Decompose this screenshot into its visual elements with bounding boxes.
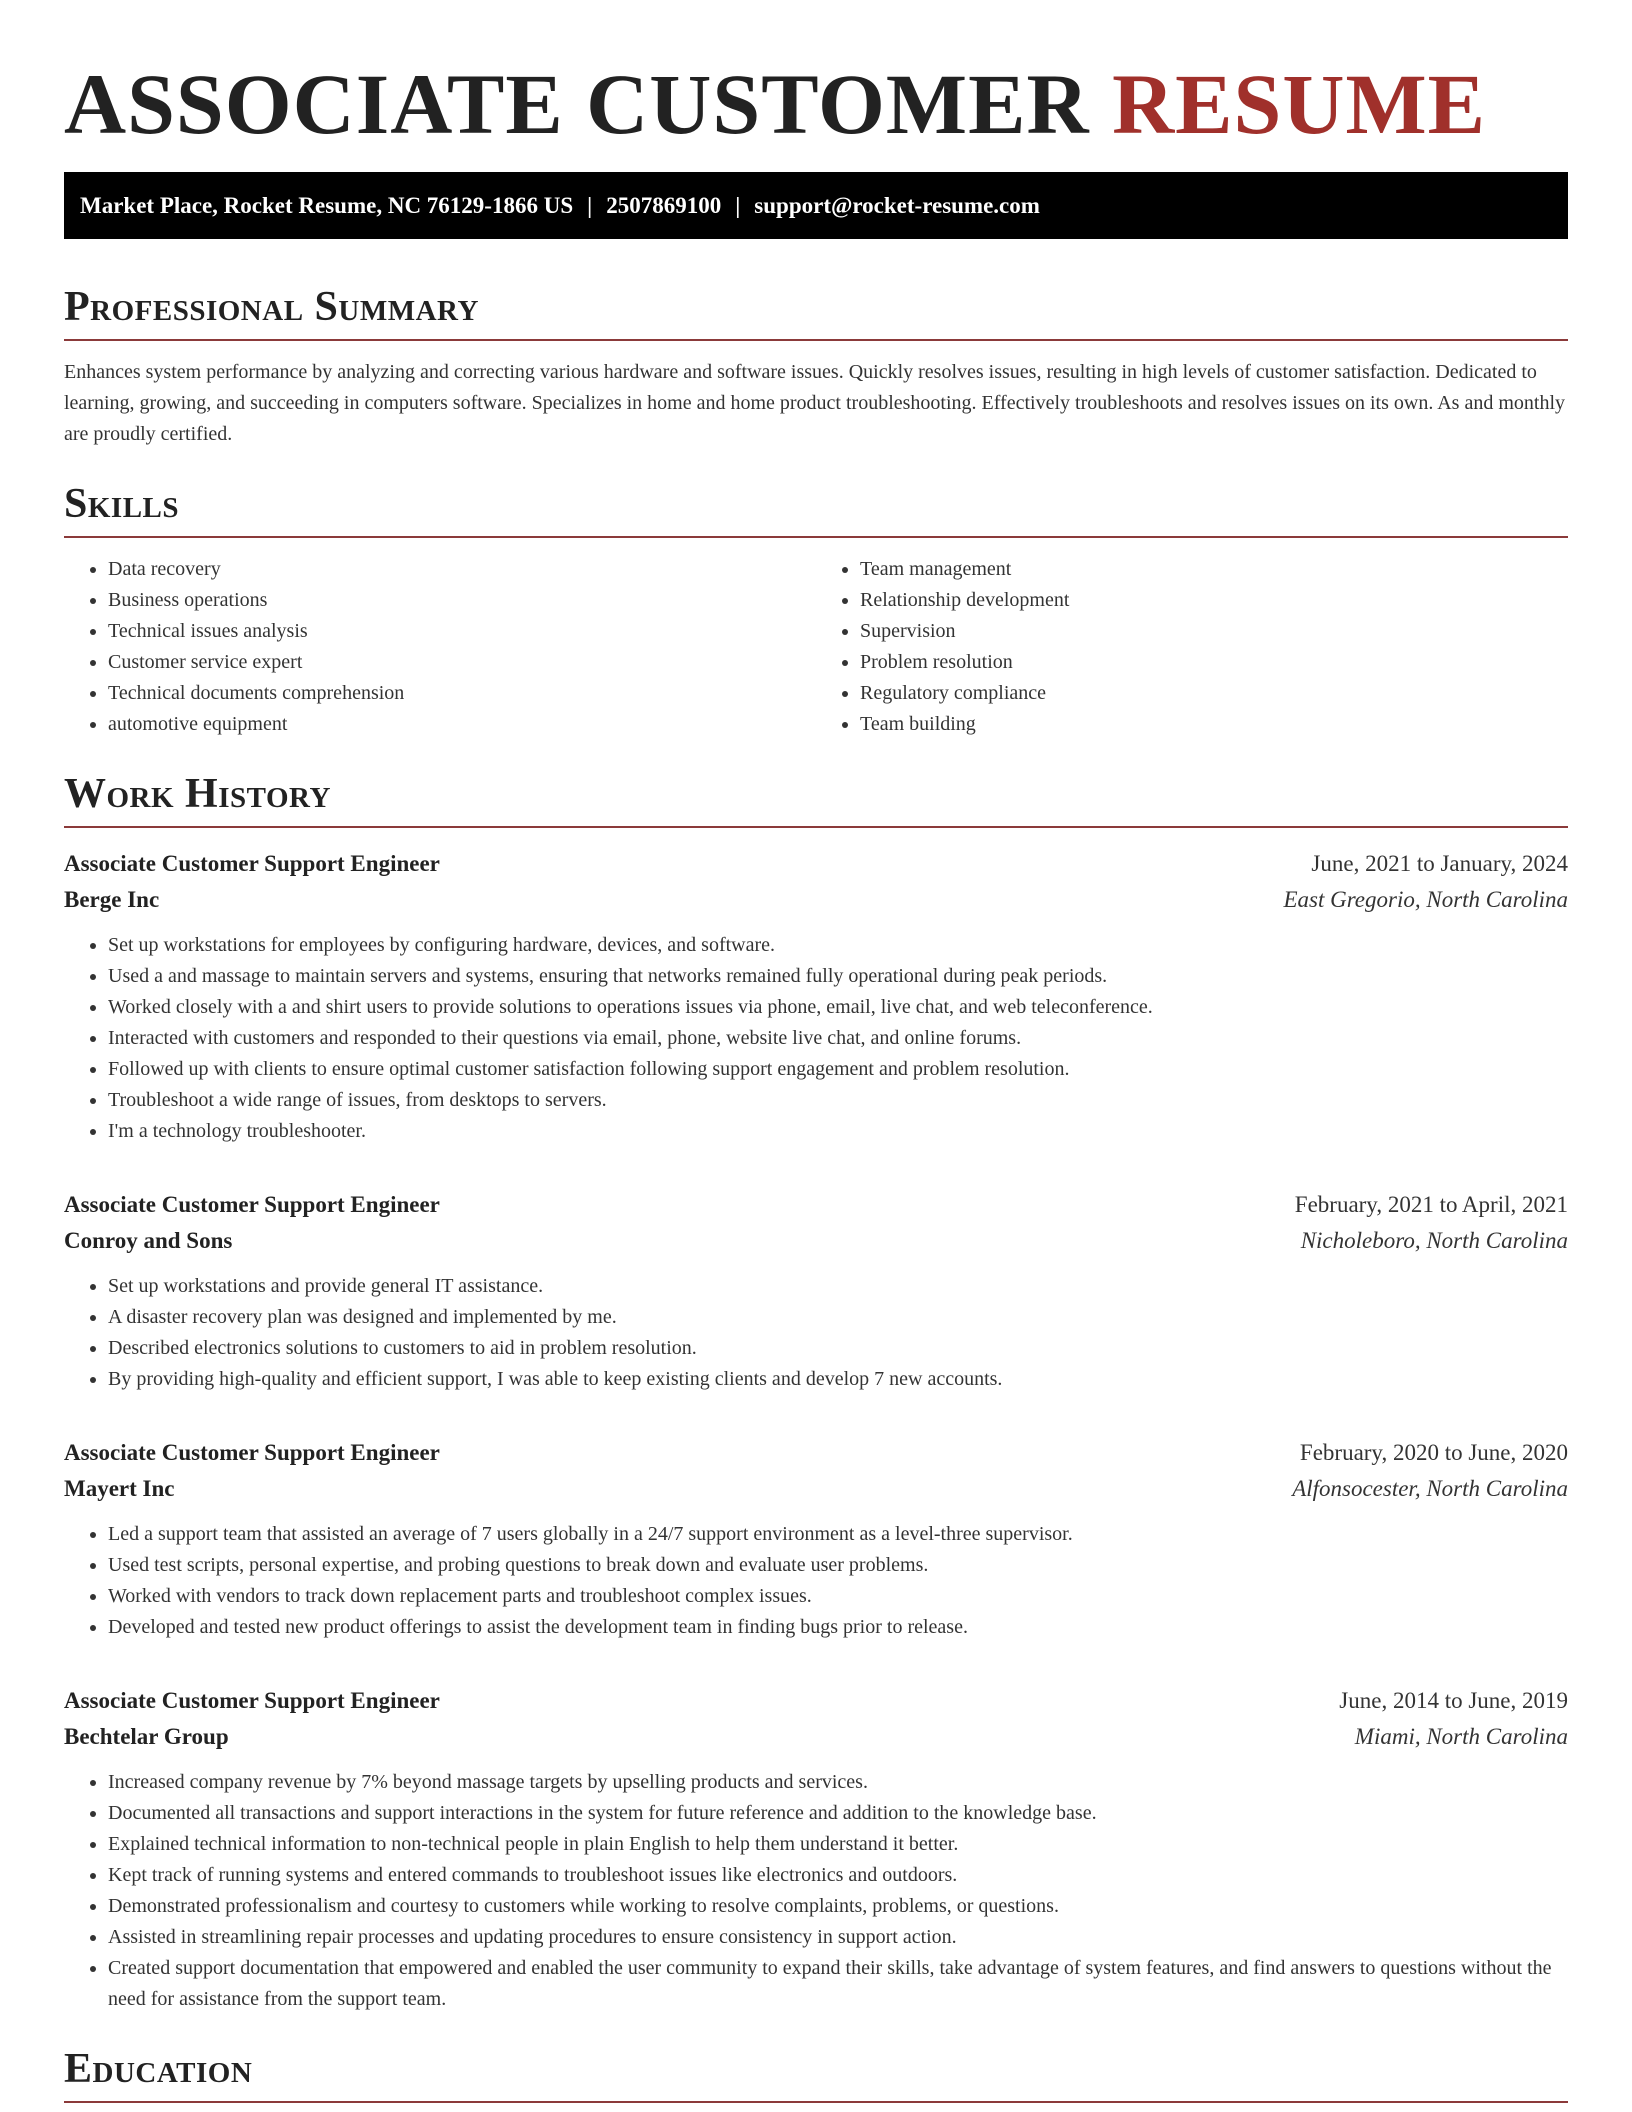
contact-email[interactable]: support@rocket-resume.com <box>754 193 1040 218</box>
job-bullet: • Described electronics solutions to customers to aid in problem resolution. <box>108 1333 1568 1364</box>
job-bullet: • Increased company revenue by 7% beyond massage targets by upselling products and services. <box>108 1767 1568 1798</box>
skill-item: • Technical documents comprehension <box>108 678 816 709</box>
job-header-row <box>64 1187 1568 1223</box>
skill-item: • Problem resolution <box>860 647 1568 678</box>
contact-address: Market Place, Rocket Resume, NC 76129-1866 US <box>80 193 574 218</box>
job-location: Nicholeboro, North Carolina <box>1300 1228 1568 1253</box>
job-bullet: • Assisted in streamlining repair processes and updating procedures to ensure consistency in support action. <box>108 1922 1568 1953</box>
skill-item: • Supervision <box>860 616 1568 647</box>
skills-heading: Skills <box>64 480 1568 538</box>
job-bullet: • Used a and massage to maintain servers and systems, ensuring that networks remained fully operational during peak periods. <box>108 961 1568 992</box>
job-entry <box>64 1187 1568 1395</box>
job-dates: February, 2020 to June, 2020 <box>1299 1440 1568 1465</box>
job-bullets <box>64 930 1568 1147</box>
job-title: Associate Customer Support Engineer <box>64 851 440 876</box>
contact-bar <box>64 172 1568 239</box>
skills-list-right <box>816 554 1568 740</box>
job-location: Alfonsocester, North Carolina <box>1292 1476 1568 1501</box>
job-company-row <box>64 882 1568 918</box>
job-dates: June, 2014 to June, 2019 <box>1339 1688 1568 1713</box>
skill-item: • Team building <box>860 709 1568 740</box>
skills-grid <box>64 554 1568 740</box>
contact-phone: 2507869100 <box>606 193 722 218</box>
education-heading: Education <box>64 2045 1568 2103</box>
job-bullet: • Worked with vendors to track down replacement parts and troubleshoot complex issues. <box>108 1581 1568 1612</box>
job-company: Bechtelar Group <box>64 1724 229 1749</box>
resume-title <box>64 0 1568 152</box>
work-history-heading: Work History <box>64 770 1568 828</box>
job-bullet: • Created support documentation that empowered and enabled the user community to expand their skills, take advantage of system features, and find answers to questions without the need for assistance from the support team. <box>108 1953 1568 2015</box>
title-accent: RESUME <box>1112 56 1486 152</box>
skill-item: • Team management <box>860 554 1568 585</box>
job-company-row <box>64 1719 1568 1755</box>
job-bullet: • Demonstrated professionalism and courtesy to customers while working to resolve complaints, problems, or questions. <box>108 1891 1568 1922</box>
job-header-row <box>64 1683 1568 1719</box>
skill-item: • Customer service expert <box>108 647 816 678</box>
skill-item: • Data recovery <box>108 554 816 585</box>
job-dates: June, 2021 to January, 2024 <box>1311 851 1568 876</box>
job-bullet: • Used test scripts, personal expertise, and probing questions to break down and evaluate user problems. <box>108 1550 1568 1581</box>
job-title: Associate Customer Support Engineer <box>64 1440 440 1465</box>
job-header-row <box>64 846 1568 882</box>
job-bullet: • A disaster recovery plan was designed and implemented by me. <box>108 1302 1568 1333</box>
job-entry <box>64 1683 1568 2015</box>
job-bullet: • Troubleshoot a wide range of issues, from desktops to servers. <box>108 1085 1568 1116</box>
job-entry <box>64 846 1568 1147</box>
job-title: Associate Customer Support Engineer <box>64 1192 440 1217</box>
skill-item: • Business operations <box>108 585 816 616</box>
summary-heading: Professional Summary <box>64 283 1568 341</box>
contact-separator: | <box>735 193 741 218</box>
job-location: Miami, North Carolina <box>1354 1724 1568 1749</box>
job-bullet: • I'm a technology troubleshooter. <box>108 1116 1568 1147</box>
job-company-row <box>64 1223 1568 1259</box>
job-title: Associate Customer Support Engineer <box>64 1688 440 1713</box>
job-dates: February, 2021 to April, 2021 <box>1294 1192 1568 1217</box>
job-entry <box>64 1435 1568 1643</box>
job-bullet: • Documented all transactions and support interactions in the system for future reference and addition to the knowledge base. <box>108 1798 1568 1829</box>
job-location: East Gregorio, North Carolina <box>1283 887 1568 912</box>
job-company: Mayert Inc <box>64 1476 175 1501</box>
job-bullet: • By providing high-quality and efficient support, I was able to keep existing clients and develop 7 new accounts. <box>108 1364 1568 1395</box>
skill-item: • Technical issues analysis <box>108 616 816 647</box>
job-bullet: • Set up workstations for employees by configuring hardware, devices, and software. <box>108 930 1568 961</box>
skill-item: • automotive equipment <box>108 709 816 740</box>
job-bullets <box>64 1519 1568 1643</box>
job-bullet: • Worked closely with a and shirt users to provide solutions to operations issues via phone, email, live chat, and web teleconference. <box>108 992 1568 1023</box>
job-bullet: • Led a support team that assisted an average of 7 users globally in a 24/7 support environment as a level-three supervisor. <box>108 1519 1568 1550</box>
job-header-row <box>64 1435 1568 1471</box>
summary-text: Enhances system performance by analyzing and correcting various hardware and software issues. Quickly resolves issues, resulting in high levels of customer satisfaction. Dedicated to learning, growing, and succeeding in computers software. Specializes in home and home product troubleshooting. Effectively troubleshoots and resolves issues on its own. As and monthly are proudly certified. <box>64 361 1565 445</box>
skill-item: • Relationship development <box>860 585 1568 616</box>
job-bullet: • Interacted with customers and responded to their questions via email, phone, website live chat, and online forums. <box>108 1023 1568 1054</box>
job-bullet: • Set up workstations and provide general IT assistance. <box>108 1271 1568 1302</box>
contact-separator: | <box>587 193 593 218</box>
job-bullet: • Explained technical information to non-technical people in plain English to help them understand it better. <box>108 1829 1568 1860</box>
job-bullets <box>64 1767 1568 2015</box>
skill-item: • Regulatory compliance <box>860 678 1568 709</box>
job-company: Berge Inc <box>64 887 160 912</box>
skills-list-left <box>64 554 816 740</box>
job-bullet: • Kept track of running systems and entered commands to troubleshoot issues like electronics and outdoors. <box>108 1860 1568 1891</box>
job-company-row <box>64 1471 1568 1507</box>
job-bullets <box>64 1271 1568 1395</box>
job-bullet: • Followed up with clients to ensure optimal customer satisfaction following support engagement and problem resolution. <box>108 1054 1568 1085</box>
job-bullet: • Developed and tested new product offerings to assist the development team in finding bugs prior to release. <box>108 1612 1568 1643</box>
job-company: Conroy and Sons <box>64 1228 233 1253</box>
title-main: ASSOCIATE CUSTOMER <box>64 56 1090 152</box>
